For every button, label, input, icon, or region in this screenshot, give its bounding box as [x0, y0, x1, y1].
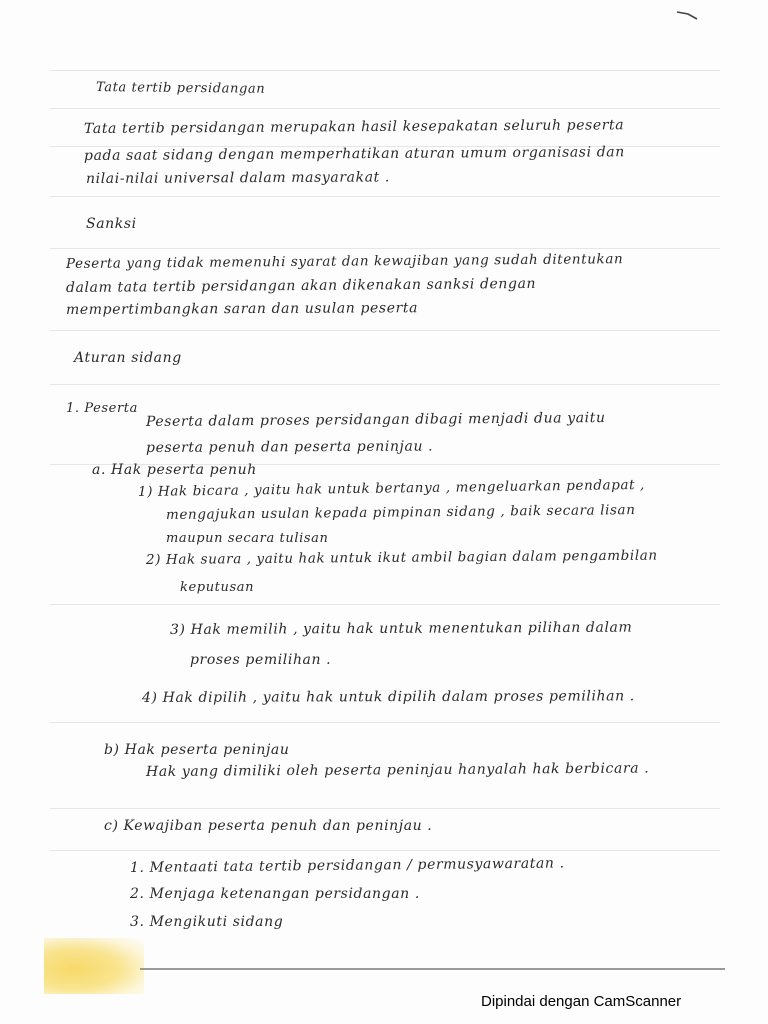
hak-suara-line-2: keputusan [180, 580, 255, 595]
ruled-line [50, 722, 720, 723]
page-bottom-line [140, 968, 725, 970]
ruled-line [50, 384, 720, 385]
intro-line-3: nilai-nilai universal dalam masyarakat . [85, 169, 390, 187]
hak-penuh-heading: a. Hak peserta penuh [92, 462, 257, 478]
sanksi-line-3: mempertimbangkan saran dan usulan peserta [65, 300, 419, 318]
hak-dipilih-line: 4) Hak dipilih , yaitu hak untuk dipilih dalam proses pemilihan . [141, 688, 635, 706]
yellow-stain [44, 938, 144, 994]
sanksi-line-1: Peserta yang tidak memenuhi syarat dan kewajiban yang sudah ditentukan [65, 251, 624, 272]
ruled-line [50, 850, 720, 851]
camscanner-footer: Dipindai dengan CamScanner [481, 993, 682, 1010]
hak-memilih-line-1: 3) Hak memilih , yaitu hak untuk menentukan pilihan dalam [169, 619, 633, 638]
hak-peninjau-text: Hak yang dimiliki oleh peserta peninjau hanyalah hak berbicara . [145, 760, 650, 780]
intro-line-1: Tata tertib persidangan merupakan hasil kesepakatan seluruh peserta [83, 117, 625, 137]
hak-bicara-line-1: 1) Hak bicara , yaitu hak untuk bertanya , mengeluarkan pendapat , [137, 476, 646, 500]
kewajiban-item-3: 3. Mengikuti sidang [130, 914, 284, 930]
ruled-line [50, 108, 720, 109]
hak-bicara-line-3: maupun secara tulisan [166, 531, 329, 546]
kewajiban-item-2: 2. Menjaga ketenangan persidangan . [130, 886, 420, 902]
ruled-line [50, 808, 720, 809]
ruled-line [50, 604, 720, 605]
intro-line-2: pada saat sidang dengan memperhatikan aturan umum organisasi dan [83, 144, 625, 164]
kewajiban-item-1: 1. Mentaati tata tertib persidangan / permusyawaratan . [129, 855, 565, 876]
sanksi-heading: Sanksi [86, 216, 137, 232]
aturan-heading: Aturan sidang [74, 350, 182, 366]
peserta-line-2: peserta penuh dan peserta peninjau . [145, 438, 434, 456]
hak-memilih-line-2: proses pemilihan . [190, 652, 332, 668]
document-title: Tata tertib persidangan [95, 80, 266, 97]
hak-suara-line-1: 2) Hak suara , yaitu hak untuk ikut ambil bagian dalam pengambilan [145, 547, 658, 568]
ruled-line [50, 330, 720, 331]
sanksi-line-2: dalam tata tertib persidangan akan dikenakan sanksi dengan [65, 275, 537, 296]
hak-bicara-line-2: mengajukan usulan kepada pimpinan sidang , baik secara lisan [165, 502, 636, 523]
kewajiban-heading: c) Kewajiban peserta penuh dan peninjau . [104, 818, 433, 834]
hak-peninjau-heading: b) Hak peserta peninjau [104, 742, 290, 758]
ruled-line [50, 248, 720, 249]
peserta-line-1: Peserta dalam proses persidangan dibagi menjadi dua yaitu [145, 409, 606, 430]
ruled-line [50, 70, 720, 71]
peserta-heading: 1. Peserta [66, 401, 138, 416]
pen-mark-icon [676, 10, 698, 20]
ruled-line [50, 196, 720, 197]
